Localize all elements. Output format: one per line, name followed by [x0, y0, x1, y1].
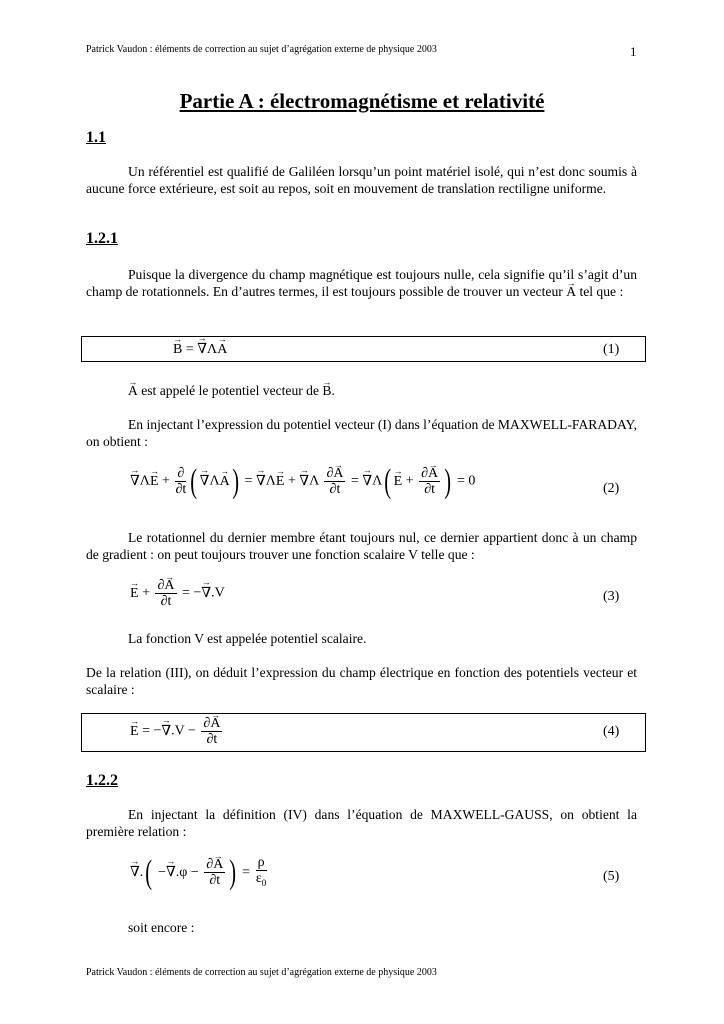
- paragraph-maxwell-gauss: [86, 806, 637, 840]
- paragraph-period: .: [331, 383, 335, 398]
- vector-a-symbol: → A: [566, 283, 576, 300]
- paragraph-galilean: [86, 163, 637, 197]
- paragraph-gradient: [86, 529, 637, 563]
- equation-1: → B = → ∇Λ→ A: [173, 341, 227, 358]
- page-number: 1: [630, 44, 637, 59]
- equation-3: → E + $\frac{\partial\to A}{\partial t}$ = −→ ∇.V: [130, 578, 225, 609]
- paragraph-maxwell-faraday: [86, 416, 637, 450]
- equation-number-5: (5): [603, 869, 620, 884]
- equation-2: → ∇Λ→ E + $\frac{\partial}{\partial t}$ (→ ∇Λ→ A) = → ∇Λ→ E + → ∇Λ $\frac{\partial\to A}{\partial t}$ = → ∇Λ(→ E + $\frac{\partial\to A}{\partial t}$ ) = 0: [130, 466, 475, 497]
- paragraph-text: En injectant la définition (IV) dans l’équation de MAXWELL-GAUSS, on obtient la première relation :: [86, 807, 637, 839]
- equation-number-1: (1): [603, 342, 620, 357]
- paragraph-text: La fonction V est appelée potentiel scalaire.: [128, 631, 367, 646]
- equation-4: → E = −→ ∇.V − $\frac{\partial\to A}{\partial t}$: [130, 716, 224, 747]
- paragraph-text-end: tel que :: [579, 284, 624, 299]
- paragraph-text: Le rotationnel du dernier membre étant toujours nul, ce dernier appartient donc à un champ de gradient : on peut toujours trouver une fonction scalaire V telle que :: [86, 530, 637, 562]
- page-footer: Patrick Vaudon : éléments de correction au sujet d’agrégation externe de physique 2003: [86, 967, 437, 978]
- paragraph-text: Puisque la divergence du champ magnétique est toujours nulle, cela signifie qu’il s’agit d’un champ de rotationnels. En d’autres termes, il est toujours possible de trouver un vecteur: [86, 267, 637, 299]
- vector-a-symbol: → A: [128, 382, 138, 399]
- section-heading-1-1: 1.1: [86, 129, 106, 146]
- section-heading-1-2-1: 1.2.1: [86, 230, 118, 247]
- paragraph-soit-encore: [86, 919, 637, 936]
- paragraph-relation-iii: [86, 664, 637, 698]
- page-header: Patrick Vaudon : éléments de correction au sujet d’agrégation externe de physique 2003: [86, 44, 437, 55]
- paragraph-text: En injectant l’expression du potentiel vecteur (I) dans l’équation de MAXWELL-FARADAY, on obtient :: [86, 417, 638, 449]
- paragraph-text: soit encore :: [128, 920, 195, 935]
- equation-number-4: (4): [603, 724, 620, 739]
- equation-number-3: (3): [603, 589, 620, 604]
- paragraph-vector-potential: [86, 382, 637, 399]
- equation-box-1: [81, 336, 646, 362]
- equation-number-2: (2): [603, 481, 620, 496]
- paragraph-divergence: [86, 266, 637, 300]
- paragraph-text: est appelé le potentiel vecteur de: [141, 383, 320, 398]
- paragraph-text: Un référentiel est qualifié de Galiléen lorsqu’un point matériel isolé, qui n’est donc soumis à aucune force extérieure, est soit au repos, soit en mouvement de translation rectiligne uniforme.: [86, 164, 637, 196]
- paragraph-text: De la relation (III), on déduit l’expression du champ électrique en fonction des potentiels vecteur et scalaire :: [86, 665, 637, 697]
- page-title: Partie A : électromagnétisme et relativité: [179, 89, 545, 113]
- section-heading-1-2-2: 1.2.2: [86, 772, 118, 789]
- vector-b-symbol: → B: [322, 382, 331, 399]
- paragraph-scalar-potential: [86, 630, 637, 647]
- equation-5: → ∇.( −→ ∇.φ − $\frac{\partial\to A}{\partial t}$ ) = $\frac{\rho}{\varepsilon_0}$: [130, 855, 269, 891]
